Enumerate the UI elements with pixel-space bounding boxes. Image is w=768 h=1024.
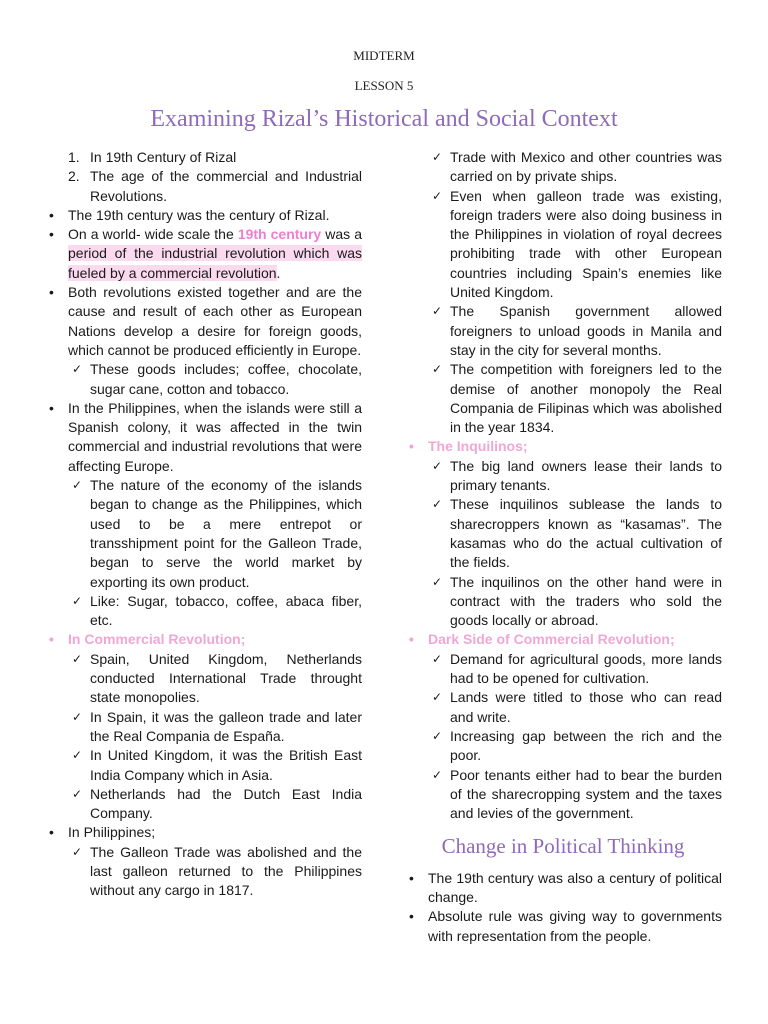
check-item: ✓ Lands were titled to those who can read and write. xyxy=(404,688,722,727)
section-heading-dark-side: • Dark Side of Commercial Revolution; xyxy=(404,630,722,649)
header-midterm: MIDTERM xyxy=(353,48,415,63)
check-item: ✓ Increasing gap between the rich and the poor. xyxy=(404,727,722,766)
check-item: ✓ In United Kingdom, it was the British East India Company which in Asia. xyxy=(44,746,362,785)
item-number: 1. xyxy=(68,149,80,165)
check-item: ✓ Netherlands had the Dutch East India Company. xyxy=(44,785,362,824)
bullet-item xyxy=(44,225,362,283)
bullet-item: • Both revolutions existed together and are the cause and result of each other as European Nations develop a desire for foreign goods, which cannot be produced efficiently in Europe. xyxy=(44,283,362,360)
numbered-item-1 xyxy=(44,148,362,167)
check-item: ✓ Trade with Mexico and other countries was carried on by private ships. xyxy=(404,148,722,187)
check-item: ✓ These inquilinos sublease the lands to sharecroppers known as “kasamas”. The kasamas who do the actual cultivation of the fields. xyxy=(404,495,722,572)
check-item: ✓ The Galleon Trade was abolished and the last galleon returned to the Philippines without any cargo in 1817. xyxy=(44,843,362,901)
header-lesson: LESSON 5 xyxy=(354,78,414,93)
text-span: was a xyxy=(321,226,362,243)
check-item: ✓ Demand for agricultural goods, more lands had to be opened for cultivation. xyxy=(404,650,722,689)
check-item: ✓ The competition with foreigners led to the demise of another monopoly the Real Compania de Filipinas which was abolished in the year 1834. xyxy=(404,360,722,437)
check-item: ✓ The inquilinos on the other hand were in contract with the traders who sold the goods locally or abroad. xyxy=(404,573,722,631)
bullet-item: • In Philippines; xyxy=(44,823,362,842)
text-span: . xyxy=(276,264,281,281)
check-item: ✓ The nature of the economy of the islands began to change as the Philippines, which used to be a mere entrepot or transshipment point for the Galleon Trade, began to serve the world market by exporting its own product. xyxy=(44,476,362,592)
item-text: In 19th Century of Rizal xyxy=(90,149,237,165)
bullet-item: • The 19th century was also a century of political change. xyxy=(404,869,722,908)
numbered-item-2 xyxy=(44,167,362,206)
highlighted-text: period of the industrial revolution which was fueled by a commercial revolution xyxy=(68,245,362,281)
check-item: ✓ The big land owners lease their lands to primary tenants. xyxy=(404,457,722,496)
right-column xyxy=(404,148,722,946)
text-span: On a world- wide scale the xyxy=(68,226,238,243)
check-item: ✓ These goods includes; coffee, chocolate, sugar cane, cotton and tobacco. xyxy=(44,360,362,399)
check-item: ✓ The Spanish government allowed foreigners to unload goods in Manila and stay in the city for several months. xyxy=(404,302,722,360)
check-item: ✓ Spain, United Kingdom, Netherlands conducted International Trade throught state monopolies. xyxy=(44,650,362,708)
item-number: 2. xyxy=(68,168,80,185)
section-heading-inquilinos: • The Inquilinos; xyxy=(404,437,722,456)
check-item: ✓ Poor tenants either had to bear the burden of the sharecropping system and the taxes and levies of the government. xyxy=(404,766,722,824)
bullet-item: • Absolute rule was giving way to governments with representation from the people. xyxy=(404,907,722,946)
page-title: Examining Rizal’s Historical and Social Context xyxy=(150,106,618,132)
section-title-political-thinking: Change in Political Thinking xyxy=(441,834,685,859)
check-item: ✓ Even when galleon trade was existing, foreign traders were also doing business in the Philippines in violation of royal decrees prohibiting trade with other European countries including Spain’s enemies like United Kingdom. xyxy=(404,187,722,303)
left-column xyxy=(44,148,362,901)
bullet-item: • In the Philippines, when the islands were still a Spanish colony, it was affected in the twin commercial and industrial revolutions that were affecting Europe. xyxy=(44,399,362,476)
section-heading-commercial-revolution: • In Commercial Revolution; xyxy=(44,630,362,649)
check-item: ✓ Like: Sugar, tobacco, coffee, abaca fiber, etc. xyxy=(44,592,362,631)
highlight-pink-text: 19th century xyxy=(237,226,322,243)
check-item: ✓ In Spain, it was the galleon trade and later the Real Compania de España. xyxy=(44,708,362,747)
bullet-item: • The 19th century was the century of Rizal. xyxy=(44,206,362,225)
item-text: The age of the commercial and Industrial Revolutions. xyxy=(90,168,362,204)
